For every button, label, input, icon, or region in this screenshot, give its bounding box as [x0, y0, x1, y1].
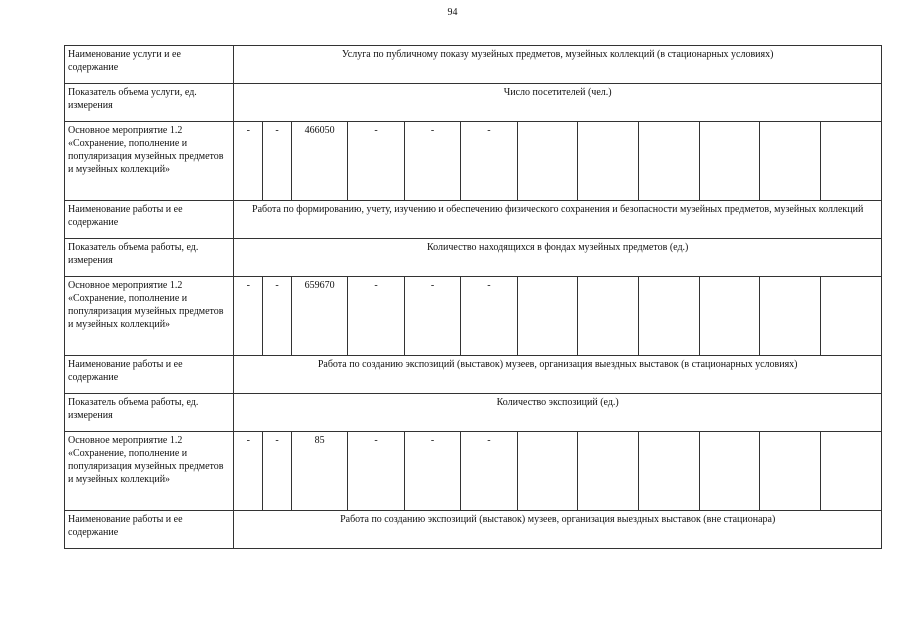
measure-value-cell: [760, 432, 821, 511]
measure-row: [65, 277, 882, 356]
measure-label: Основное мероприятие 1.2 «Сохранение, пополнение и популяризация музейных предметов и музейных коллекций»: [65, 432, 234, 511]
measure-value-cell: -: [263, 122, 292, 201]
indicator-label: Показатель объема работы, ед. измерения: [65, 239, 234, 277]
measure-label: Основное мероприятие 1.2 «Сохранение, пополнение и популяризация музейных предметов и музейных коллекций»: [65, 122, 234, 201]
measure-value-cell: [517, 122, 578, 201]
indicator-label: Показатель объема работы, ед. измерения: [65, 394, 234, 432]
indicator-row: [65, 239, 882, 277]
measure-value-cell: [760, 122, 821, 201]
service-name-row: [65, 511, 882, 549]
measure-value-cell: -: [461, 277, 517, 356]
indicator-row: [65, 84, 882, 122]
measure-value-cell: 466050: [291, 122, 347, 201]
service-name-row: [65, 201, 882, 239]
measure-value-cell: -: [263, 432, 292, 511]
measure-value-cell: 659670: [291, 277, 347, 356]
indicator-value: Число посетителей (чел.): [234, 84, 882, 122]
measure-value-cell: [639, 277, 700, 356]
measure-value-cell: [639, 122, 700, 201]
measure-value-cell: -: [461, 122, 517, 201]
measure-value-cell: -: [234, 277, 263, 356]
service-name-label: Наименование услуги и ее содержание: [65, 46, 234, 84]
measure-value-cell: -: [404, 432, 460, 511]
measure-value-cell: [821, 122, 882, 201]
measure-value-cell: -: [263, 277, 292, 356]
measure-label: Основное мероприятие 1.2 «Сохранение, пополнение и популяризация музейных предметов и музейных коллекций»: [65, 277, 234, 356]
measure-value-cell: [578, 432, 639, 511]
measure-value-cell: [760, 277, 821, 356]
service-name-value: Работа по созданию экспозиций (выставок) музеев, организация выездных выставок (вне стационара): [234, 511, 882, 549]
indicator-value: Количество находящихся в фондах музейных предметов (ед.): [234, 239, 882, 277]
measure-value-cell: -: [404, 277, 460, 356]
measure-value-cell: -: [348, 432, 404, 511]
measure-value-cell: [578, 122, 639, 201]
measure-value-cell: [699, 432, 760, 511]
page-number: 94: [447, 7, 458, 18]
service-name-row: [65, 356, 882, 394]
service-name-value: Работа по созданию экспозиций (выставок) музеев, организация выездных выставок (в стационарных условиях): [234, 356, 882, 394]
service-name-label: Наименование работы и ее содержание: [65, 201, 234, 239]
indicator-value: Количество экспозиций (ед.): [234, 394, 882, 432]
measure-value-cell: [639, 432, 700, 511]
measure-value-cell: -: [234, 432, 263, 511]
measure-value-cell: -: [234, 122, 263, 201]
measure-value-cell: [517, 432, 578, 511]
measure-value-cell: [517, 277, 578, 356]
measure-value-cell: [821, 432, 882, 511]
measure-row: [65, 122, 882, 201]
measure-value-cell: [821, 277, 882, 356]
service-name-label: Наименование работы и ее содержание: [65, 511, 234, 549]
service-name-value: Услуга по публичному показу музейных предметов, музейных коллекций (в стационарных условиях): [234, 46, 882, 84]
budget-services-table: [64, 45, 882, 549]
measure-row: [65, 432, 882, 511]
measure-value-cell: -: [461, 432, 517, 511]
measure-value-cell: -: [348, 122, 404, 201]
indicator-label: Показатель объема услуги, ед. измерения: [65, 84, 234, 122]
service-name-value: Работа по формированию, учету, изучению и обеспечению физического сохранения и безопасности музейных предметов, музейных коллекций: [234, 201, 882, 239]
indicator-row: [65, 394, 882, 432]
measure-value-cell: [578, 277, 639, 356]
measure-value-cell: -: [348, 277, 404, 356]
measure-value-cell: [699, 122, 760, 201]
measure-value-cell: [699, 277, 760, 356]
service-name-row: [65, 46, 882, 84]
measure-value-cell: 85: [291, 432, 347, 511]
service-name-label: Наименование работы и ее содержание: [65, 356, 234, 394]
measure-value-cell: -: [404, 122, 460, 201]
